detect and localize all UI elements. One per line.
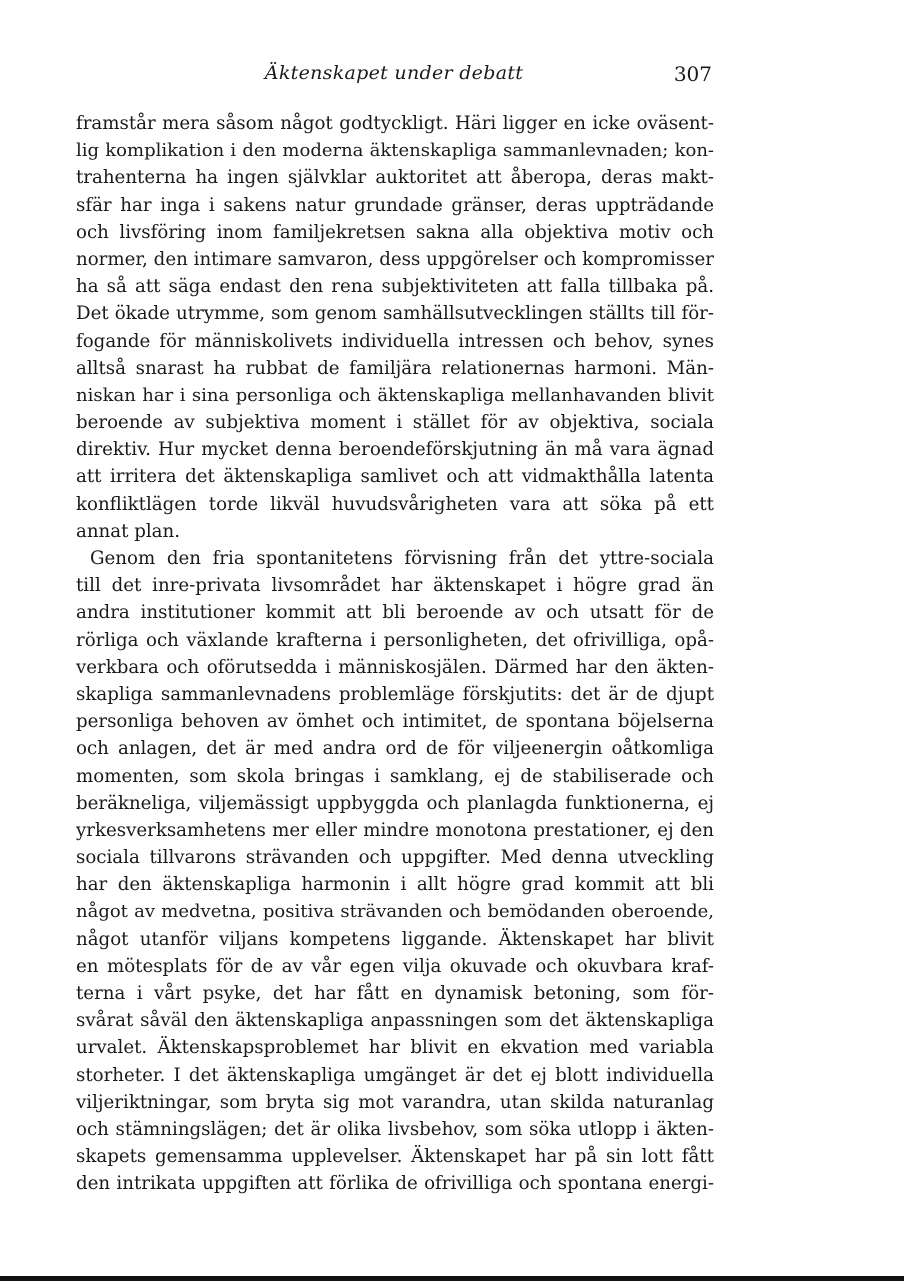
text-line: svårat såväl den äktenskapliga anpassningen som det äktenskapliga [76, 1010, 714, 1032]
text-line: personliga behoven av ömhet och intimitet, de spontana böjelserna [76, 711, 714, 733]
text-line: niskan har i sina personliga och äktenskapliga mellanhavanden blivit [76, 384, 714, 406]
text-line: Det ökade utrymme, som genom samhällsutvecklingen ställts till för- [76, 303, 714, 325]
text-line: en mötesplats för de av vår egen vilja okuvade och okuvbara kraf- [76, 955, 714, 977]
text-line: beroende av subjektiva moment i stället för av objektiva, sociala [76, 412, 714, 434]
text-line: yrkesverksamhetens mer eller mindre monotona prestationer, ej den [76, 819, 714, 841]
text-line: den intrikata uppgiften att förlika de ofrivilliga och spontana energi- [76, 1173, 714, 1195]
text-line: har den äktenskapliga harmonin i allt högre grad kommit att bli [76, 874, 714, 896]
paragraph [76, 110, 714, 545]
text-line: normer, den intimare samvaron, dess uppgörelser och kompromisser [76, 248, 714, 270]
text-line: annat plan. [76, 520, 181, 542]
text-line: något utanför viljans kompetens liggande. Äktenskapet har blivit [76, 928, 714, 950]
text-line: sfär har inga i sakens natur grundade gränser, deras uppträdande [76, 194, 714, 216]
text-line: sociala tillvarons strävanden och uppgifter. Med denna utveckling [76, 847, 714, 869]
text-line: verkbara och oförutsedda i människosjälen. Därmed har den äkten- [76, 656, 714, 678]
text-line: alltså snarast ha rubbat de familjära relationernas harmoni. Män- [76, 357, 714, 379]
text-line: något av medvetna, positiva strävanden och bemödanden oberoende, [76, 901, 714, 923]
scan-edge-rule [0, 1276, 904, 1281]
text-line: trahenterna ha ingen självklar auktoritet att åberopa, deras makt- [76, 167, 714, 189]
page-number: 307 [673, 62, 712, 86]
text-line: storheter. I det äktenskapliga umgänget är det ej blott individuella [76, 1064, 714, 1086]
text-line: momenten, som skola bringas i samklang, ej de stabiliserade och [76, 765, 714, 787]
text-line: ha så att säga endast den rena subjektiviteten att falla tillbaka på. [76, 276, 714, 298]
text-line: rörliga och växlande krafterna i personligheten, det ofrivilliga, opå- [76, 629, 714, 651]
body-text [76, 110, 714, 1198]
running-title: Äktenskapet under debatt [264, 62, 524, 84]
text-line: fogande för människolivets individuella intressen och behov, synes [76, 330, 714, 352]
text-line: och anlagen, det är med andra ord de för viljeenergin oåtkomliga [76, 738, 714, 760]
text-line: andra institutioner kommit att bli beroende av och utsatt för de [76, 602, 714, 624]
text-line: beräkneliga, viljemässigt uppbyggda och planlagda funktionerna, ej [76, 792, 714, 814]
text-line: direktiv. Hur mycket denna beroendeförskjutning än må vara ägnad [76, 439, 714, 461]
text-line: skapliga sammanlevnadens problemläge förskjutits: det är de djupt [76, 683, 714, 705]
text-line: framstår mera såsom något godtyckligt. Häri ligger en icke oväsent- [76, 113, 714, 134]
text-line: och livsföring inom familjekretsen sakna alla objektiva motiv och [76, 221, 714, 243]
text-line: urvalet. Äktenskapsproblemet har blivit en ekvation med variabla [76, 1037, 714, 1059]
page-header [76, 62, 712, 90]
text-line: Genom den fria spontanitetens förvisning från det yttre-sociala [90, 548, 714, 569]
text-line: skapets gemensamma upplevelser. Äktenskapet har på sin lott fått [76, 1146, 714, 1168]
text-line: till det inre-privata livsområdet har äktenskapet i högre grad än [76, 575, 714, 597]
text-line: konfliktlägen torde likväl huvudsvårigheten vara att söka på ett [76, 493, 714, 515]
paragraph [76, 545, 714, 1198]
text-line: lig komplikation i den moderna äktenskapliga sammanlevnaden; kon- [76, 140, 714, 162]
text-line: viljeriktningar, som bryta sig mot varandra, utan skilda naturanlag [76, 1091, 714, 1113]
text-line: och stämningslägen; det är olika livsbehov, som söka utlopp i äkten- [76, 1118, 714, 1140]
text-line: att irritera det äktenskapliga samlivet och att vidmakthålla latenta [76, 466, 714, 488]
text-line: terna i vårt psyke, det har fått en dynamisk betoning, som för- [76, 983, 714, 1004]
